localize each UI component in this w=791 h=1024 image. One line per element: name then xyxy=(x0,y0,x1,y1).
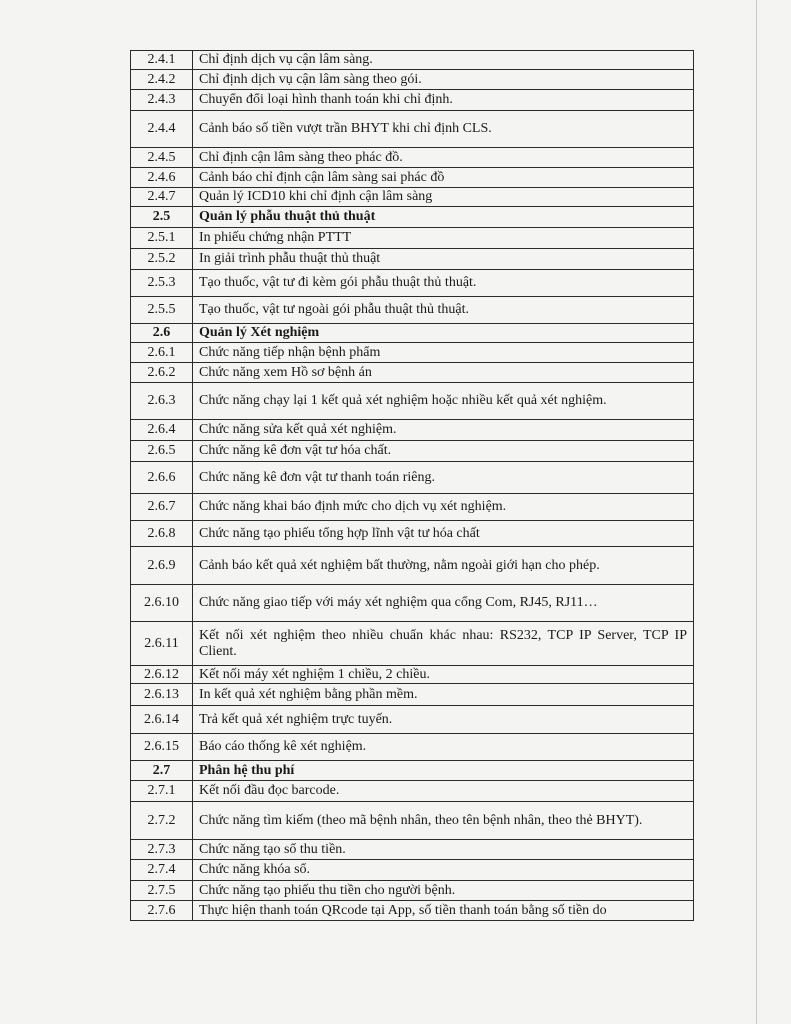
table-row xyxy=(131,840,694,860)
table-row xyxy=(131,521,694,547)
row-description: Tạo thuốc, vật tư ngoài gói phẫu thuật thủ thuật. xyxy=(193,297,694,324)
page-edge xyxy=(756,0,757,1024)
row-description: Chức năng xem Hồ sơ bệnh án xyxy=(193,363,694,383)
section-row xyxy=(131,324,694,343)
table-row xyxy=(131,343,694,363)
row-number: 2.7 xyxy=(131,761,193,781)
table-row xyxy=(131,90,694,111)
table-row xyxy=(131,70,694,90)
row-number: 2.4.4 xyxy=(131,111,193,148)
row-description: Cảnh báo số tiền vượt trần BHYT khi chỉ định CLS. xyxy=(193,111,694,148)
row-number: 2.6.4 xyxy=(131,420,193,441)
row-number: 2.5 xyxy=(131,207,193,228)
row-number: 2.7.2 xyxy=(131,802,193,840)
table-row xyxy=(131,781,694,802)
table-row xyxy=(131,420,694,441)
table-row xyxy=(131,622,694,666)
row-description: Chức năng kê đơn vật tư hóa chất. xyxy=(193,441,694,462)
row-description: Kết nối xét nghiệm theo nhiều chuẩn khác nhau: RS232, TCP IP Server, TCP IP Client. xyxy=(193,622,694,666)
row-description: Chỉ định dịch vụ cận lâm sàng. xyxy=(193,51,694,70)
row-description: Trả kết quả xét nghiệm trực tuyến. xyxy=(193,706,694,734)
row-description: Chức năng khai báo định mức cho dịch vụ xét nghiệm. xyxy=(193,494,694,521)
row-description: Chức năng khóa sổ. xyxy=(193,860,694,881)
table-row xyxy=(131,270,694,297)
table-row xyxy=(131,51,694,70)
row-number: 2.4.1 xyxy=(131,51,193,70)
row-number: 2.7.5 xyxy=(131,881,193,901)
row-number: 2.7.4 xyxy=(131,860,193,881)
section-title: Quản lý phẫu thuật thủ thuật xyxy=(193,207,694,228)
table-row xyxy=(131,462,694,494)
table-row xyxy=(131,297,694,324)
row-description: Chỉ định dịch vụ cận lâm sàng theo gói. xyxy=(193,70,694,90)
row-number: 2.5.1 xyxy=(131,228,193,249)
row-number: 2.6.14 xyxy=(131,706,193,734)
row-number: 2.6.9 xyxy=(131,547,193,585)
row-number: 2.6.5 xyxy=(131,441,193,462)
row-number: 2.6.15 xyxy=(131,734,193,761)
table-row xyxy=(131,494,694,521)
feature-table xyxy=(130,50,694,921)
row-number: 2.7.1 xyxy=(131,781,193,802)
row-number: 2.6.3 xyxy=(131,383,193,420)
row-number: 2.6.12 xyxy=(131,666,193,684)
row-number: 2.6.6 xyxy=(131,462,193,494)
table-row xyxy=(131,249,694,270)
row-number: 2.5.3 xyxy=(131,270,193,297)
row-description: Chức năng sửa kết quả xét nghiệm. xyxy=(193,420,694,441)
row-description: Thực hiện thanh toán QRcode tại App, số tiền thanh toán bằng số tiền do xyxy=(193,901,694,921)
row-description: Báo cáo thống kê xét nghiệm. xyxy=(193,734,694,761)
table-row xyxy=(131,706,694,734)
row-description: Chuyển đổi loại hình thanh toán khi chỉ định. xyxy=(193,90,694,111)
row-number: 2.5.5 xyxy=(131,297,193,324)
table-row xyxy=(131,585,694,622)
row-number: 2.4.2 xyxy=(131,70,193,90)
row-number: 2.6.1 xyxy=(131,343,193,363)
row-number: 2.4.7 xyxy=(131,188,193,207)
section-row xyxy=(131,207,694,228)
row-number: 2.6.13 xyxy=(131,684,193,706)
section-title: Phân hệ thu phí xyxy=(193,761,694,781)
row-description: Chức năng tạo sổ thu tiền. xyxy=(193,840,694,860)
row-description: Chức năng giao tiếp với máy xét nghiệm qua cổng Com, RJ45, RJ11… xyxy=(193,585,694,622)
row-description: Kết nối máy xét nghiệm 1 chiều, 2 chiều. xyxy=(193,666,694,684)
table-row xyxy=(131,901,694,921)
row-number: 2.6.11 xyxy=(131,622,193,666)
row-description: Chức năng chạy lại 1 kết quả xét nghiệm hoặc nhiều kết quả xét nghiệm. xyxy=(193,383,694,420)
row-number: 2.4.6 xyxy=(131,168,193,188)
row-description: Chức năng tìm kiếm (theo mã bệnh nhân, theo tên bệnh nhân, theo thẻ BHYT). xyxy=(193,802,694,840)
row-number: 2.7.6 xyxy=(131,901,193,921)
table-row xyxy=(131,860,694,881)
row-number: 2.6.7 xyxy=(131,494,193,521)
row-description: Chức năng tạo phiếu tổng hợp lĩnh vật tư hóa chất xyxy=(193,521,694,547)
table-row xyxy=(131,148,694,168)
row-number: 2.5.2 xyxy=(131,249,193,270)
row-description: Chức năng tiếp nhận bệnh phẩm xyxy=(193,343,694,363)
row-description: Chức năng tạo phiếu thu tiền cho người bệnh. xyxy=(193,881,694,901)
table-row xyxy=(131,228,694,249)
row-description: Kết nối đầu đọc barcode. xyxy=(193,781,694,802)
row-description: In kết quả xét nghiệm bằng phần mềm. xyxy=(193,684,694,706)
row-description: Chức năng kê đơn vật tư thanh toán riêng. xyxy=(193,462,694,494)
row-description: In phiếu chứng nhận PTTT xyxy=(193,228,694,249)
table-row xyxy=(131,734,694,761)
feature-table-body xyxy=(131,51,694,921)
row-description: Quản lý ICD10 khi chỉ định cận lâm sàng xyxy=(193,188,694,207)
row-number: 2.6 xyxy=(131,324,193,343)
row-description: Tạo thuốc, vật tư đi kèm gói phẫu thuật thủ thuật. xyxy=(193,270,694,297)
row-description: Cảnh báo kết quả xét nghiệm bất thường, nằm ngoài giới hạn cho phép. xyxy=(193,547,694,585)
row-description: Cảnh báo chỉ định cận lâm sàng sai phác đồ xyxy=(193,168,694,188)
table-row xyxy=(131,666,694,684)
table-row xyxy=(131,441,694,462)
table-row xyxy=(131,168,694,188)
section-title: Quản lý Xét nghiệm xyxy=(193,324,694,343)
row-description: In giải trình phẫu thuật thủ thuật xyxy=(193,249,694,270)
row-number: 2.4.3 xyxy=(131,90,193,111)
row-number: 2.4.5 xyxy=(131,148,193,168)
section-row xyxy=(131,761,694,781)
table-row xyxy=(131,802,694,840)
row-number: 2.7.3 xyxy=(131,840,193,860)
table-row xyxy=(131,547,694,585)
table-row xyxy=(131,363,694,383)
row-description: Chỉ định cận lâm sàng theo phác đồ. xyxy=(193,148,694,168)
table-row xyxy=(131,684,694,706)
row-number: 2.6.2 xyxy=(131,363,193,383)
row-number: 2.6.10 xyxy=(131,585,193,622)
table-row xyxy=(131,111,694,148)
table-row xyxy=(131,188,694,207)
table-row xyxy=(131,881,694,901)
row-number: 2.6.8 xyxy=(131,521,193,547)
table-row xyxy=(131,383,694,420)
